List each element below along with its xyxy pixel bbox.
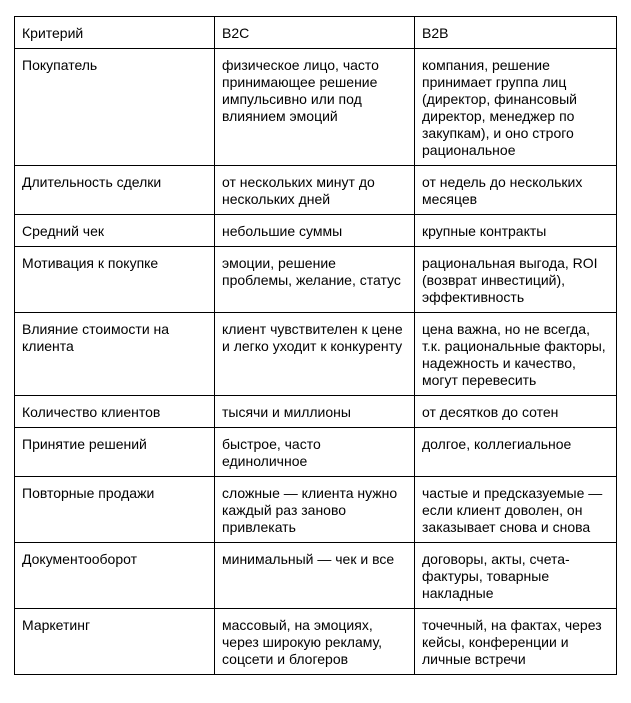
header-cell-criterion: Критерий	[15, 17, 215, 49]
criterion-cell: Повторные продажи	[15, 477, 215, 543]
comparison-table	[14, 16, 617, 675]
b2c-cell: быстрое, часто единоличное	[215, 428, 415, 477]
table-header-row	[15, 17, 617, 49]
table-body	[15, 17, 617, 675]
b2b-cell: крупные контракты	[415, 215, 617, 247]
b2c-cell: физическое лицо, часто принимающее решение импульсивно или под влиянием эмоций	[215, 49, 415, 166]
b2b-cell: от десятков до сотен	[415, 396, 617, 428]
table-row	[15, 215, 617, 247]
criterion-cell: Маркетинг	[15, 609, 215, 675]
criterion-cell: Мотивация к покупке	[15, 247, 215, 313]
b2c-cell: тысячи и миллионы	[215, 396, 415, 428]
table-row	[15, 543, 617, 609]
criterion-cell: Принятие решений	[15, 428, 215, 477]
criterion-cell: Длительность сделки	[15, 166, 215, 215]
table-row	[15, 477, 617, 543]
b2c-cell: минимальный — чек и все	[215, 543, 415, 609]
b2c-cell: сложные — клиента нужно каждый раз заново привлекать	[215, 477, 415, 543]
b2c-cell: массовый, на эмоциях, через широкую рекламу, соцсети и блогеров	[215, 609, 415, 675]
criterion-cell: Влияние стоимости на клиента	[15, 313, 215, 396]
b2c-cell: клиент чувствителен к цене и легко уходит к конкуренту	[215, 313, 415, 396]
b2b-cell: от недель до нескольких месяцев	[415, 166, 617, 215]
criterion-cell: Документооборот	[15, 543, 215, 609]
table-row	[15, 49, 617, 166]
b2b-cell: точечный, на фактах, через кейсы, конференции и личные встречи	[415, 609, 617, 675]
criterion-cell: Количество клиентов	[15, 396, 215, 428]
header-cell-b2b: B2B	[415, 17, 617, 49]
b2b-cell: договоры, акты, счета-фактуры, товарные накладные	[415, 543, 617, 609]
criterion-cell: Покупатель	[15, 49, 215, 166]
table-row	[15, 396, 617, 428]
b2b-cell: рациональная выгода, ROI (возврат инвестиций), эффективность	[415, 247, 617, 313]
b2c-cell: эмоции, решение проблемы, желание, статус	[215, 247, 415, 313]
b2b-cell: цена важна, но не всегда, т.к. рациональные факторы, надежность и качество, могут перевесить	[415, 313, 617, 396]
table-row	[15, 166, 617, 215]
criterion-cell: Средний чек	[15, 215, 215, 247]
header-cell-b2c: B2C	[215, 17, 415, 49]
b2b-cell: компания, решение принимает группа лиц (директор, финансовый директор, менеджер по закупкам), и оно строго рациональное	[415, 49, 617, 166]
table-row	[15, 609, 617, 675]
b2c-cell: небольшие суммы	[215, 215, 415, 247]
table-row	[15, 313, 617, 396]
table-row	[15, 428, 617, 477]
table-row	[15, 247, 617, 313]
b2b-cell: долгое, коллегиальное	[415, 428, 617, 477]
b2c-cell: от нескольких минут до нескольких дней	[215, 166, 415, 215]
b2b-cell: частые и предсказуемые — если клиент доволен, он заказывает снова и снова	[415, 477, 617, 543]
